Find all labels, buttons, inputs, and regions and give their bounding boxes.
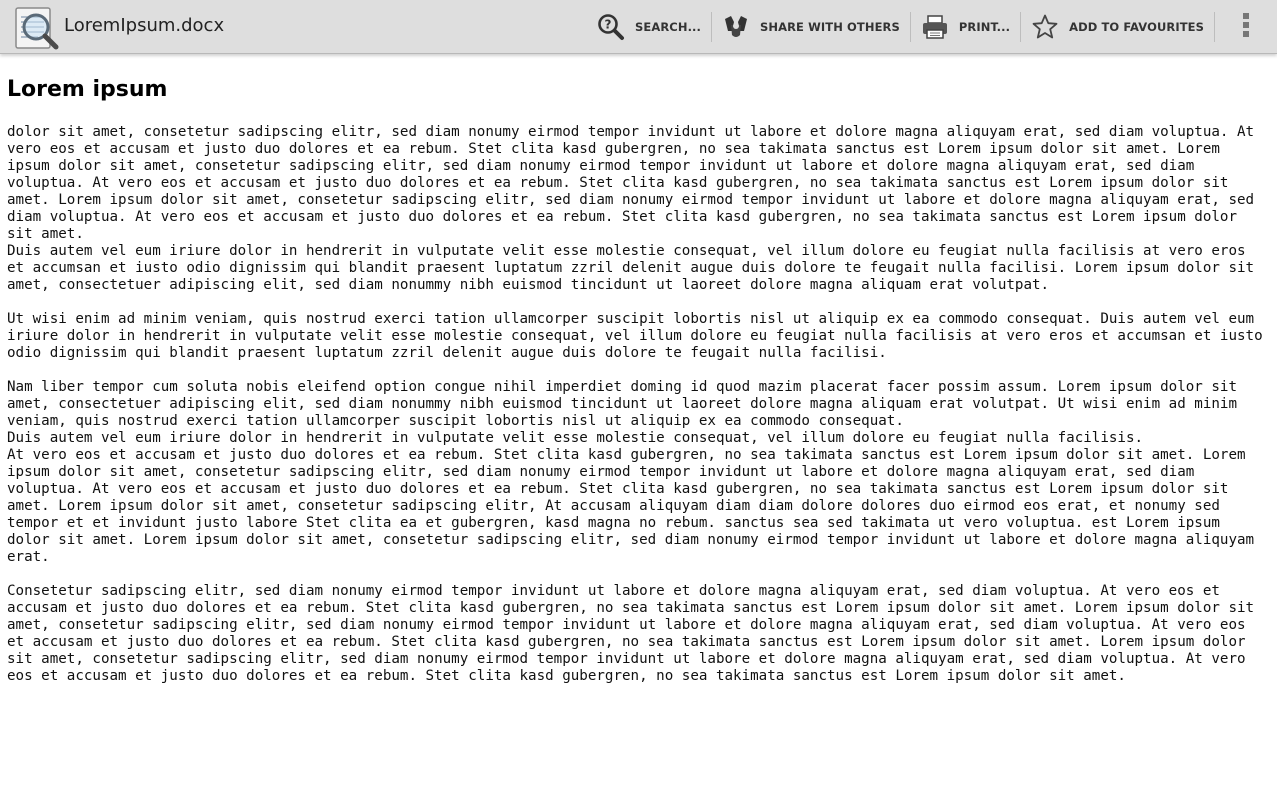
overflow-menu-icon <box>1242 12 1250 42</box>
search-button-label: SEARCH... <box>635 20 701 34</box>
action-bar-actions <box>587 0 1277 54</box>
document-body-text: dolor sit amet, consetetur sadipscing elitr, sed diam nonumy eirmod tempor invidunt ut labore et dolore magna aliquyam erat, sed diam voluptua. At vero eos et accusam et justo duo dolores et ea rebum. Stet clita kasd gubergren, no sea takimata sanctus est Lorem ipsum dolor sit amet. Lorem ipsum dolor sit amet, consetetur sadipscing elitr, sed diam nonumy eirmod tempor invidunt ut labore et dolore magna aliquyam erat, sed diam voluptua. At vero eos et accusam et justo duo dolores et ea rebum. Stet clita kasd gubergren, no sea takimata sanctus est Lorem ipsum dolor sit amet. Lorem ipsum dolor sit amet, consetetur sadipscing elitr, sed diam nonumy eirmod tempor invidunt ut labore et dolore magna aliquyam erat, sed diam voluptua. At vero eos et accusam et justo duo dolores et ea rebum. Stet clita kasd gubergren, no sea takimata sanctus est Lorem ipsum dolor sit amet. Duis autem vel eum iriure dolor in hendrerit in vulputate velit esse molestie consequat, vel illum dolore eu feugiat nulla facilisis at vero eros et accumsan et iusto odio dignissim qui blandit praesent luptatum zzril delenit augue duis dolore te feugait nulla facilisi. Lorem ipsum dolor sit amet, consectetuer adipiscing elit, sed diam nonummy nibh euismod tincidunt ut laoreet dolore magna aliquam erat volutpat. Ut wisi enim ad minim veniam, quis nostrud exerci tation ullamcorper suscipit lobortis nisl ut aliquip ex ea commodo consequat. Duis autem vel eum iriure dolor in hendrerit in vulputate velit esse molestie consequat, vel illum dolore eu feugiat nulla facilisis at vero eros et accumsan et iusto odio dignissim qui blandit praesent luptatum zzril delenit augue duis dolore te feugait nulla facilisi. Nam liber tempor cum soluta nobis eleifend option congue nihil imperdiet doming id quod mazim placerat facer possim assum. Lorem ipsum dolor sit amet, consectetuer adipiscing elit, sed diam nonummy nibh euismod tincidunt ut laoreet dolore magna aliquam erat volutpat. Ut wisi enim ad minim veniam, quis nostrud exerci tation ullamcorper suscipit lobortis nisl ut aliquip ex ea commodo consequat. Duis autem vel eum iriure dolor in hendrerit in vulputate velit esse molestie consequat, vel illum dolore eu feugiat nulla facilisis. At vero eos et accusam et justo duo dolores et ea rebum. Stet clita kasd gubergren, no sea takimata sanctus est Lorem ipsum dolor sit amet. Lorem ipsum dolor sit amet, consetetur sadipscing elitr, sed diam nonumy eirmod tempor invidunt ut labore et dolore magna aliquyam erat, sed diam voluptua. At vero eos et accusam et justo duo dolores et ea rebum. Stet clita kasd gubergren, no sea takimata sanctus est Lorem ipsum dolor sit amet. Lorem ipsum dolor sit amet, consetetur sadipscing elitr, At accusam aliquyam diam diam dolore dolores duo eirmod eos erat, et nonumy sed tempor et et invidunt justo labore Stet clita ea et gubergren, kasd magna no rebum. sanctus sea sed takimata ut vero voluptua. est Lorem ipsum dolor sit amet. Lorem ipsum dolor sit amet, consetetur sadipscing elitr, sed diam nonumy eirmod tempor invidunt ut labore et dolore magna aliquyam erat. Consetetur sadipscing elitr, sed diam nonumy eirmod tempor invidunt ut labore et dolore magna aliquyam erat, sed diam voluptua. At vero eos et accusam et justo duo dolores et ea rebum. Stet clita kasd gubergren, no sea takimata sanctus est Lorem ipsum dolor sit amet. Lorem ipsum dolor sit amet, consetetur sadipscing elitr, sed diam nonumy eirmod tempor invidunt ut labore et dolore magna aliquyam erat, sed diam voluptua. At vero eos et accusam et justo duo dolores et ea rebum. Stet clita kasd gubergren, no sea takimata sanctus est Lorem ipsum dolor sit amet. Lorem ipsum dolor sit amet, consetetur sadipscing elitr, sed diam nonumy eirmod tempor invidunt ut labore et dolore magna aliquyam erat, sed diam voluptua. At vero eos et accusam et justo duo dolores et ea rebum. Stet clita kasd gubergren, no sea takimata sanctus est Lorem ipsum dolor sit amet. <box>7 124 1263 684</box>
printer-icon <box>921 13 949 41</box>
search-icon <box>597 13 625 41</box>
share-with-others-label: SHARE WITH OTHERS <box>759 20 900 34</box>
document-heading: Lorem ipsum <box>7 77 168 102</box>
add-to-favourites-button[interactable] <box>1021 0 1214 54</box>
overflow-menu-button[interactable] <box>1215 0 1277 54</box>
search-button[interactable] <box>587 0 711 54</box>
document-content[interactable] <box>7 74 1271 685</box>
print-button[interactable] <box>911 0 1020 54</box>
share-icon <box>722 13 750 41</box>
share-with-others-button[interactable] <box>712 0 910 54</box>
add-to-favourites-label: ADD TO FAVOURITES <box>1069 20 1204 34</box>
star-icon <box>1031 13 1059 41</box>
svg-text:?: ? <box>604 17 612 32</box>
document-viewer-app-icon[interactable] <box>14 5 60 51</box>
action-bar <box>0 0 1277 54</box>
document-title: LoremIpsum.docx <box>64 15 225 36</box>
print-button-label: PRINT... <box>958 20 1011 34</box>
